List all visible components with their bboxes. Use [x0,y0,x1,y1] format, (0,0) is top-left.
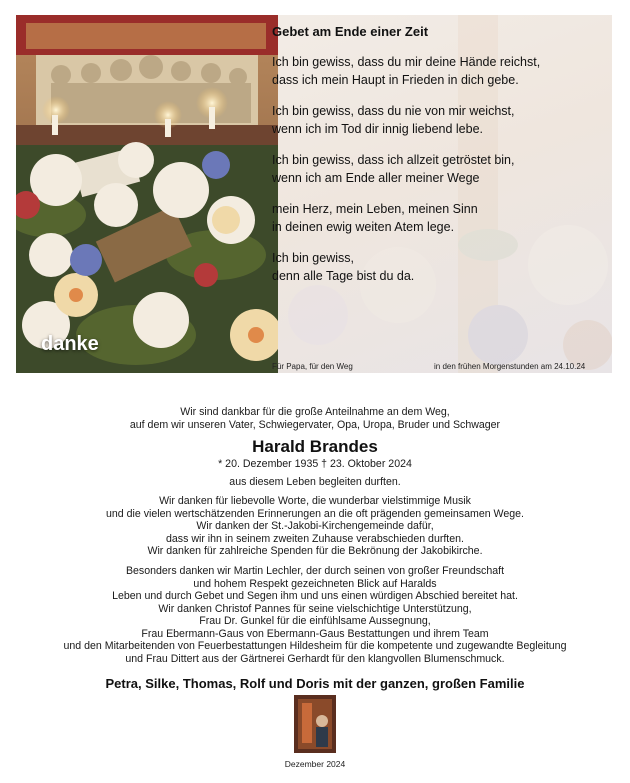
text-line: Frau Ebermann-Gaus von Ebermann-Gaus Bestattungen und ihrem Team [141,627,489,640]
poem-line: dass ich mein Haupt in Frieden in dich gebe. [272,73,519,87]
intro-text [0,406,630,431]
text-line: Leben und durch Gebet und Segen ihm und uns einen würdigen Abschied bereitet hat. [112,590,518,602]
text-line: Besonders danken wir Martin Lechler, der durch seinen von großer Freundschaft [125,565,505,577]
text-line: Wir danken für zahlreiche Spenden für die Bekrönung der Jakobikirche. [147,545,483,557]
deceased-name-text: Harald Brandes [252,437,378,456]
family-signature [0,676,630,691]
poem-stanza [272,249,602,285]
poem-line: in deinen ewig weiten Atem lege. [272,220,455,234]
poem-line: wenn ich am Ende aller meiner Wege [272,171,480,185]
poem-line: mein Herz, mein Leben, meinen Sinn [272,202,478,216]
footer-date: Dezember 2024 [284,759,346,769]
church-flowers-photo [16,15,278,373]
photo-caption-left: Für Papa, für den Weg [272,362,353,371]
deceased-name [0,437,630,457]
portrait-thumbnail [294,695,336,753]
text-line: Wir danken für liebevolle Worte, die wunderbar vielstimmige Musik [159,495,471,507]
text-line: Frau Dr. Gunkel für die einfühlsame Aussegnung, [199,615,431,627]
poem-line: Ich bin gewiss, dass du mir deine Hände reichst, [272,55,541,69]
text-line: Wir sind dankbar für die große Anteilnahme an dem Weg, [180,406,450,418]
poem-line: Ich bin gewiss, dass ich allzeit getröstet bin, [272,153,515,167]
poem-title: Gebet am Ende einer Zeit [272,24,429,39]
text-line: aus diesem Leben begleiten durften. [229,476,401,488]
thanks-paragraph-2 [0,565,630,665]
poem-stanza [272,102,602,138]
text-line: auf dem wir unseren Vater, Schwiegervater, Opa, Uropa, Bruder und Schwager [129,418,501,431]
poem-line: Ich bin gewiss, [272,251,354,265]
poem-line: wenn ich im Tod dir innig liebend lebe. [272,122,484,136]
poem-line: denn alle Tage bist du da. [272,269,415,283]
danke-overlay-label: danke [41,333,99,355]
text-line: Wir danken der St.-Jakobi-Kirchengemeinde dafür, [196,520,434,532]
text-line: und die vielen wertschätzenden Erinnerungen an die oft prägenden gemeinsamen Wege. [106,507,524,520]
poem-stanza [272,151,602,187]
text-line: und den Mitarbeitenden von Feuerbestattungen Hildesheim für die kompetente und zugewandte Begleitung [63,640,567,652]
text-line: Wir danken Christof Pannes für seine vielschichtige Unterstützung, [158,602,472,615]
family-signature-text: Petra, Silke, Thomas, Rolf und Doris mit der ganzen, großen Familie [105,676,525,691]
photo-caption-right: in den frühen Morgenstunden am 24.10.24 [434,362,586,371]
life-dates [0,458,630,471]
accompanied-text [0,476,630,489]
text-line: und hohem Respekt gezeichneten Blick auf Haralds [193,577,437,590]
life-dates-text: * 20. Dezember 1935 † 23. Oktober 2024 [218,458,412,470]
poem [272,24,602,298]
thanks-paragraph-1 [0,495,630,558]
poem-stanza [272,53,602,89]
text-line: dass wir ihn in seinem zweiten Zuhause verabschieden durften. [166,532,464,545]
poem-stanza [272,200,602,236]
poem-line: Ich bin gewiss, dass du nie von mir weichst, [272,104,515,118]
text-line: und Frau Dittert aus der Gärtnerei Gerhardt für den klangvollen Blumenschmuck. [125,652,505,665]
